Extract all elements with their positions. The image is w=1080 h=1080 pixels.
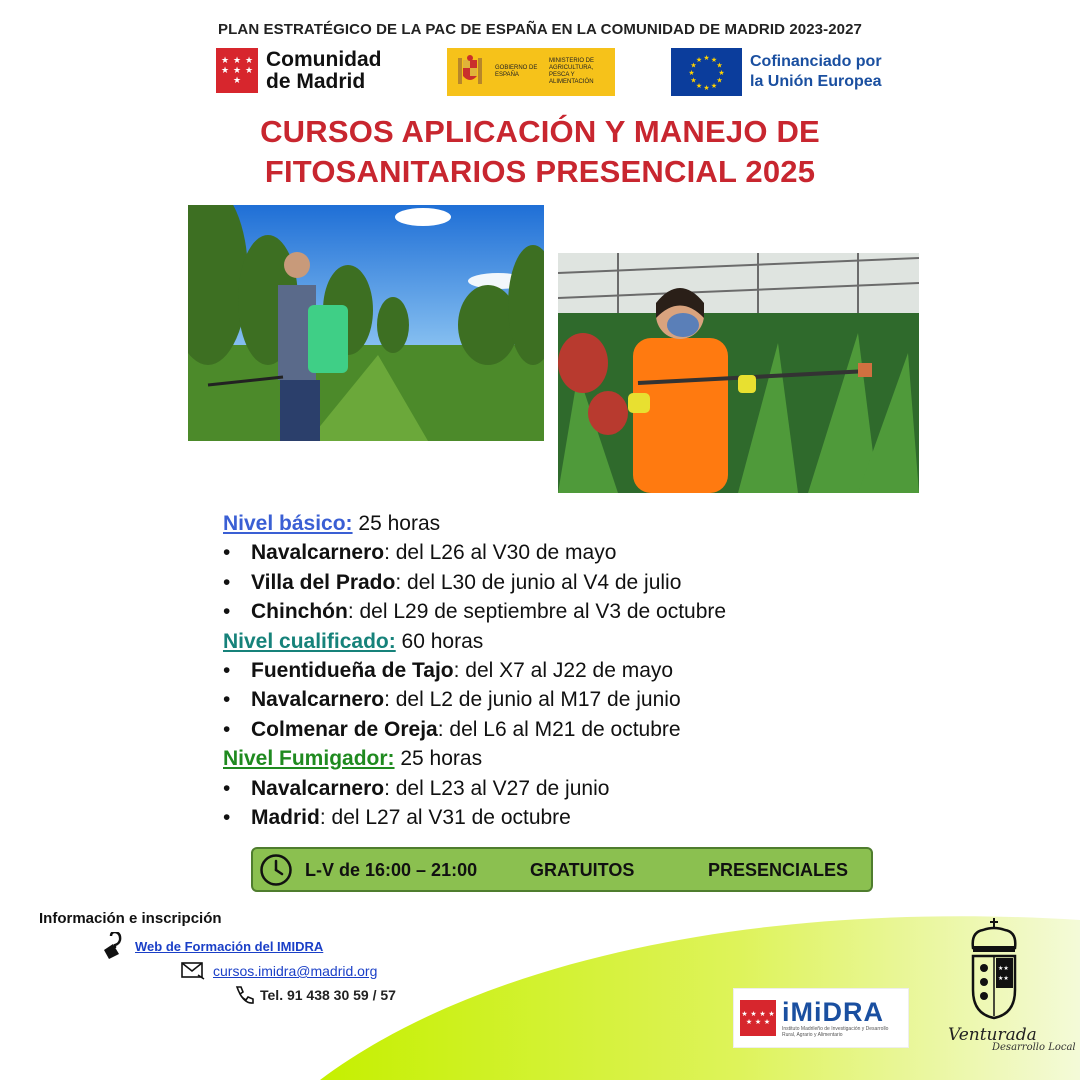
photo-orchard-sprayer bbox=[188, 205, 544, 441]
course-dates: : del L29 de septiembre al V3 de octubre bbox=[347, 600, 727, 624]
svg-text:★: ★ bbox=[688, 69, 695, 77]
svg-text:★: ★ bbox=[703, 84, 710, 92]
svg-text:★: ★ bbox=[710, 82, 718, 90]
info-mail bbox=[181, 962, 377, 980]
eu-flag-icon bbox=[671, 48, 742, 96]
list-item: • Navalcarnero: del L23 al V27 de junio bbox=[223, 776, 610, 800]
svg-text:★: ★ bbox=[690, 76, 697, 85]
level-hours: 25 horas bbox=[394, 747, 483, 771]
svg-text:★: ★ bbox=[703, 54, 710, 62]
comunidad-madrid-logo bbox=[216, 48, 382, 93]
course-dates: : del L6 al M21 de octubre bbox=[437, 717, 681, 741]
course-dates: : del L23 al V27 de junio bbox=[384, 776, 610, 800]
union-europea-logo bbox=[671, 48, 882, 96]
madrid-flag-icon: ★ ★ ★ ★ ★ ★ ★ bbox=[216, 48, 258, 93]
level-fumigador bbox=[223, 744, 726, 773]
venturada-name: Venturada bbox=[948, 1025, 1037, 1045]
svg-text:★: ★ bbox=[695, 56, 703, 64]
main-title-line2: FITOSANITARIOS PRESENCIAL 2025 bbox=[264, 154, 816, 189]
phone-number: Tel. 91 438 30 59 / 57 bbox=[260, 987, 396, 1003]
eu-text-line1: Cofinanciado por bbox=[750, 53, 882, 70]
imidra-logo bbox=[733, 988, 909, 1048]
svg-text:★: ★ bbox=[716, 76, 723, 85]
level-basico bbox=[223, 509, 726, 538]
course-dates: : del L30 de junio al V4 de julio bbox=[395, 570, 682, 594]
schedule-price: GRATUITOS bbox=[530, 860, 635, 880]
main-title bbox=[0, 112, 1080, 192]
list-item: • Chinchón: del L29 de septiembre al V3 de octubre bbox=[223, 600, 727, 624]
level-label: Nivel básico: bbox=[223, 512, 353, 535]
venturada-crest-icon bbox=[965, 918, 1023, 1020]
level-cualificado bbox=[223, 627, 726, 656]
imidra-name: iMiDRA bbox=[782, 997, 884, 1027]
place-name: Fuentidueña de Tajo bbox=[251, 659, 454, 683]
clock-icon bbox=[259, 853, 293, 887]
venturada-sub: Desarrollo Local bbox=[992, 1042, 1076, 1053]
svg-text:★: ★ bbox=[710, 56, 718, 64]
course-dates: : del L26 al V30 de mayo bbox=[384, 541, 617, 565]
place-name: Chinchón bbox=[251, 600, 348, 624]
schedule-bar bbox=[251, 847, 873, 892]
venturada-logo bbox=[948, 1025, 1076, 1053]
list-item: • Colmenar de Oreja: del L6 al M21 de octubre bbox=[223, 717, 681, 741]
plan-header: PLAN ESTRATÉGICO DE LA PAC DE ESPAÑA EN LA COMUNIDAD DE MADRID 2023-2027 bbox=[218, 21, 862, 38]
place-name: Navalcarnero bbox=[251, 541, 385, 565]
svg-text:★: ★ bbox=[695, 82, 703, 90]
list-item: • Navalcarnero: del L2 de junio al M17 de junio bbox=[223, 688, 681, 712]
info-tel bbox=[234, 985, 396, 1005]
list-item: • Villa del Prado: del L30 de junio al V4 de julio bbox=[223, 570, 682, 594]
place-name: Villa del Prado bbox=[251, 570, 396, 594]
place-name: Colmenar de Oreja bbox=[251, 717, 438, 741]
schedule-mode: PRESENCIALES bbox=[708, 860, 849, 880]
spain-coat-of-arms-icon bbox=[455, 53, 485, 91]
main-title-line1: CURSOS APLICACIÓN Y MANEJO DE bbox=[260, 114, 820, 149]
gobierno-espana-logo bbox=[447, 48, 615, 96]
place-name: Madrid bbox=[251, 806, 320, 830]
course-dates: : del X7 al J22 de mayo bbox=[453, 659, 674, 683]
place-name: Navalcarnero bbox=[251, 776, 385, 800]
madrid-logo-line2: de Madrid bbox=[266, 69, 366, 93]
info-title: Información e inscripción bbox=[39, 910, 222, 927]
place-name: Navalcarnero bbox=[251, 688, 385, 712]
course-dates: : del L27 al V31 de octubre bbox=[319, 806, 571, 830]
list-item: • Fuentidueña de Tajo: del X7 al J22 de mayo bbox=[223, 659, 674, 683]
level-label: Nivel cualificado: bbox=[223, 629, 396, 653]
schedule-time: L-V de 16:00 – 21:00 bbox=[305, 860, 478, 880]
course-dates: : del L2 de junio al M17 de junio bbox=[384, 688, 681, 712]
madrid-flag-icon: ★ ★ ★ ★ ★ ★ ★ bbox=[740, 1000, 776, 1036]
photo-greenhouse-fumigator bbox=[558, 253, 919, 493]
course-list bbox=[223, 509, 726, 832]
web-formacion-link[interactable]: Web de Formación del IMIDRA bbox=[135, 938, 324, 954]
svg-text:★★: ★★ bbox=[998, 966, 1009, 972]
phone-icon bbox=[234, 985, 256, 1005]
imidra-subtitle: Instituto Madrileño de Investigación y Desarrollo Rural, Agrario y Alimentario bbox=[782, 1026, 889, 1038]
svg-text:★★: ★★ bbox=[998, 976, 1009, 982]
gobierno-text: GOBIERNO DE ESPAÑA bbox=[495, 65, 538, 78]
list-item: • Navalcarnero: del L26 al V30 de mayo bbox=[223, 541, 617, 565]
ministerio-text: MINISTERIO DE AGRICULTURA, PESCA Y ALIMENTACIÓN bbox=[549, 58, 595, 85]
eu-text-line2: la Unión Europea bbox=[750, 73, 882, 90]
madrid-logo-line1: Comunidad bbox=[266, 47, 382, 71]
level-hours: 60 horas bbox=[395, 629, 484, 653]
svg-text:★: ★ bbox=[690, 61, 697, 70]
svg-text:★: ★ bbox=[718, 69, 725, 77]
level-hours: 25 horas bbox=[352, 512, 441, 535]
level-label: Nivel Fumigador: bbox=[223, 747, 395, 771]
info-web bbox=[101, 932, 323, 960]
svg-text:★: ★ bbox=[716, 61, 723, 70]
click-hand-icon bbox=[101, 932, 131, 960]
list-item: • Madrid: del L27 al V31 de octubre bbox=[223, 806, 571, 830]
email-link[interactable]: cursos.imidra@madrid.org bbox=[213, 963, 378, 979]
envelope-icon bbox=[181, 962, 205, 980]
